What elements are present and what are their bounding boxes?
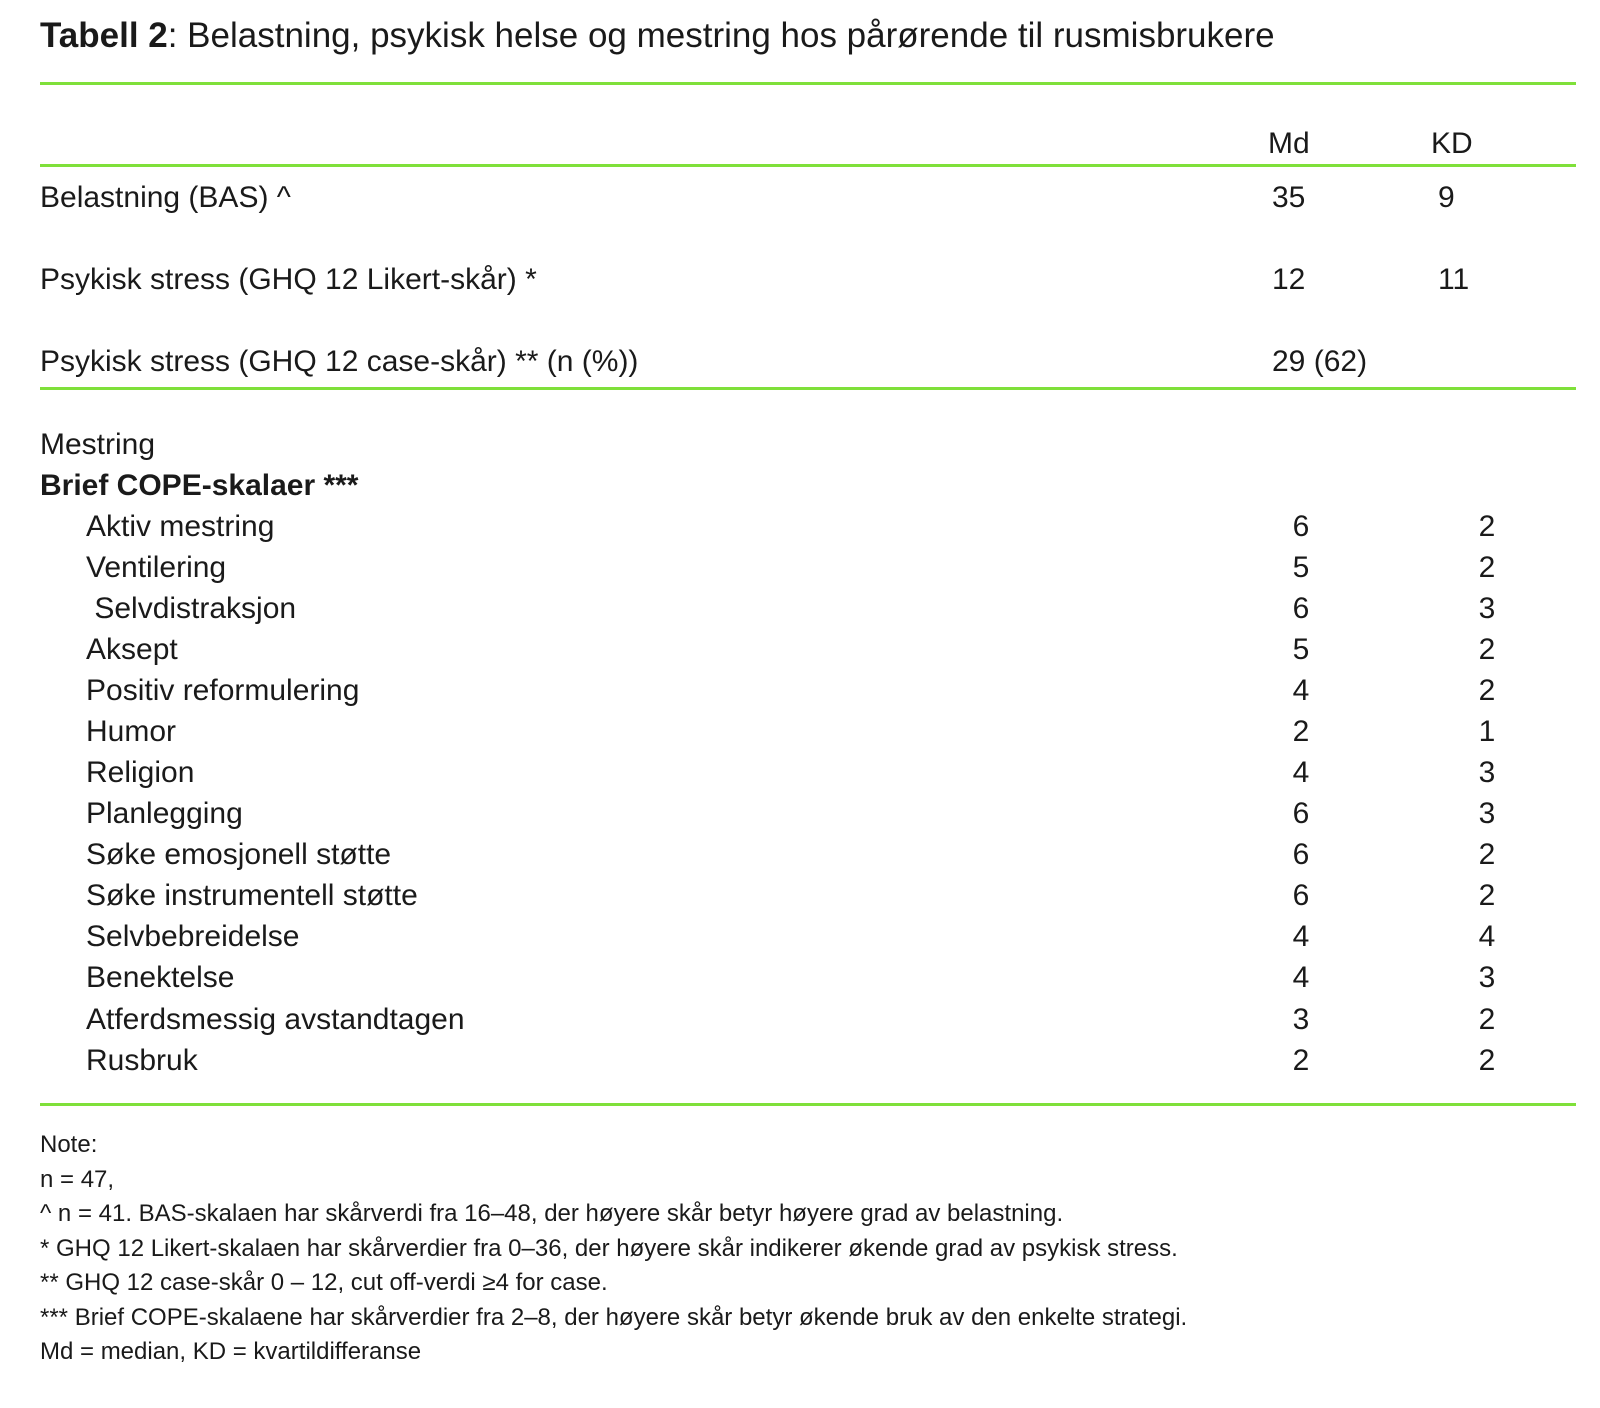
row-md: 6: [1292, 879, 1310, 912]
section-heading-text: Mestring: [40, 428, 156, 461]
row-kd: 2: [1478, 838, 1496, 871]
summary-kd: 11: [1438, 263, 1470, 296]
row-label: Benektelse: [86, 961, 235, 994]
summary-label: Belastning (BAS) ^: [40, 181, 291, 214]
summary-row: [40, 342, 1576, 382]
row-md: 3: [1292, 1003, 1310, 1036]
table-row: [40, 712, 1576, 752]
row-label: Søke instrumentell støtte: [86, 879, 418, 912]
row-kd: 2: [1478, 1044, 1496, 1077]
table-row: [40, 1000, 1576, 1040]
row-kd: 2: [1478, 510, 1496, 543]
row-label: Aksept: [86, 633, 178, 666]
table-row: [40, 671, 1576, 711]
summary-kd: 9: [1438, 181, 1455, 214]
row-label: Positiv reformulering: [86, 674, 360, 707]
summary-row: [40, 178, 1576, 218]
row-label: Selvbebreidelse: [86, 920, 300, 953]
row-label: Humor: [86, 715, 177, 748]
summary-md: 35: [1272, 181, 1306, 214]
row-md: 6: [1292, 838, 1310, 871]
row-md: 2: [1292, 1044, 1310, 1077]
header-md: Md: [1268, 127, 1310, 160]
summary-md: 12: [1272, 263, 1306, 296]
table-row: [40, 876, 1576, 916]
row-label: Aktiv mestring: [86, 510, 275, 543]
table-row: [40, 507, 1576, 547]
summary-label: Psykisk stress (GHQ 12 Likert-skår) *: [40, 263, 537, 296]
table-row: [40, 753, 1576, 793]
row-label: Planlegging: [86, 797, 243, 830]
note-line: Md = median, KD = kvartildifferanse: [40, 1338, 422, 1365]
table-title: [40, 16, 1275, 56]
row-kd: 1: [1478, 715, 1496, 748]
table-row: [40, 917, 1576, 957]
table-row: [40, 589, 1576, 629]
section-heading: [40, 425, 1576, 465]
table-row: [40, 548, 1576, 588]
summary-label: Psykisk stress (GHQ 12 case-skår) ** (n (%)): [40, 345, 639, 378]
header-row: [40, 124, 1576, 164]
row-md: 5: [1292, 633, 1310, 666]
note-line: *** Brief COPE-skalaene har skårverdier fra 2–8, der høyere skår betyr økende bruk av den enkelte strategi.: [40, 1303, 1188, 1331]
row-md: 6: [1292, 797, 1310, 830]
rule-summary: [40, 387, 1576, 390]
table-title-number: Tabell 2: [40, 16, 168, 55]
note-line: Note:: [40, 1131, 98, 1158]
row-kd: 3: [1478, 592, 1496, 625]
table-row: [40, 1041, 1576, 1081]
row-md: 4: [1292, 961, 1310, 994]
row-kd: 3: [1478, 797, 1496, 830]
note-line: n = 47,: [40, 1165, 115, 1193]
row-kd: 2: [1478, 674, 1496, 707]
row-md: 4: [1292, 756, 1310, 789]
row-md: 6: [1292, 510, 1310, 543]
row-kd: 2: [1478, 633, 1496, 666]
header-kd: KD: [1431, 127, 1473, 160]
row-kd: 2: [1478, 879, 1496, 912]
summary-row: [40, 260, 1576, 300]
note-line: * GHQ 12 Likert-skalaen har skårverdier fra 0–36, der høyere skår indikerer økende grad av psykisk stress.: [40, 1234, 1178, 1262]
row-kd: 4: [1478, 920, 1496, 953]
row-md: 4: [1292, 674, 1310, 707]
row-label: Rusbruk: [86, 1044, 198, 1077]
row-label: Søke emosjonell støtte: [86, 838, 392, 871]
table-title-text: : Belastning, psykisk helse og mestring hos pårørende til rusmisbrukere: [167, 16, 1275, 55]
note-line: ** GHQ 12 case-skår 0 – 12, cut off-verdi ≥4 for case.: [40, 1269, 608, 1296]
row-md: 6: [1292, 592, 1310, 625]
row-md: 5: [1292, 551, 1310, 584]
row-label: Selvdistraksjon: [86, 592, 297, 625]
table-row: [40, 958, 1576, 998]
rule-header: [40, 164, 1576, 167]
table-row: [40, 794, 1576, 834]
row-kd: 2: [1478, 551, 1496, 584]
table-row: [40, 835, 1576, 875]
table-row: [40, 630, 1576, 670]
section-subheading-text: Brief COPE-skalaer ***: [40, 469, 359, 502]
row-md: 4: [1292, 920, 1310, 953]
row-kd: 3: [1478, 961, 1496, 994]
row-label: Atferdsmessig avstandtagen: [86, 1003, 465, 1036]
summary-md: 29 (62): [1272, 345, 1368, 378]
rule-bottom: [40, 1103, 1576, 1106]
table-notes: [40, 1128, 1187, 1370]
row-label: Ventilering: [86, 551, 227, 584]
rule-top: [40, 82, 1576, 85]
note-line: ^ n = 41. BAS-skalaen har skårverdi fra 16–48, der høyere skår betyr høyere grad av belastning.: [40, 1200, 1064, 1227]
row-kd: 2: [1478, 1003, 1496, 1036]
row-label: Religion: [86, 756, 195, 789]
section-subheading: [40, 466, 1576, 506]
row-md: 2: [1292, 715, 1310, 748]
row-kd: 3: [1478, 756, 1496, 789]
